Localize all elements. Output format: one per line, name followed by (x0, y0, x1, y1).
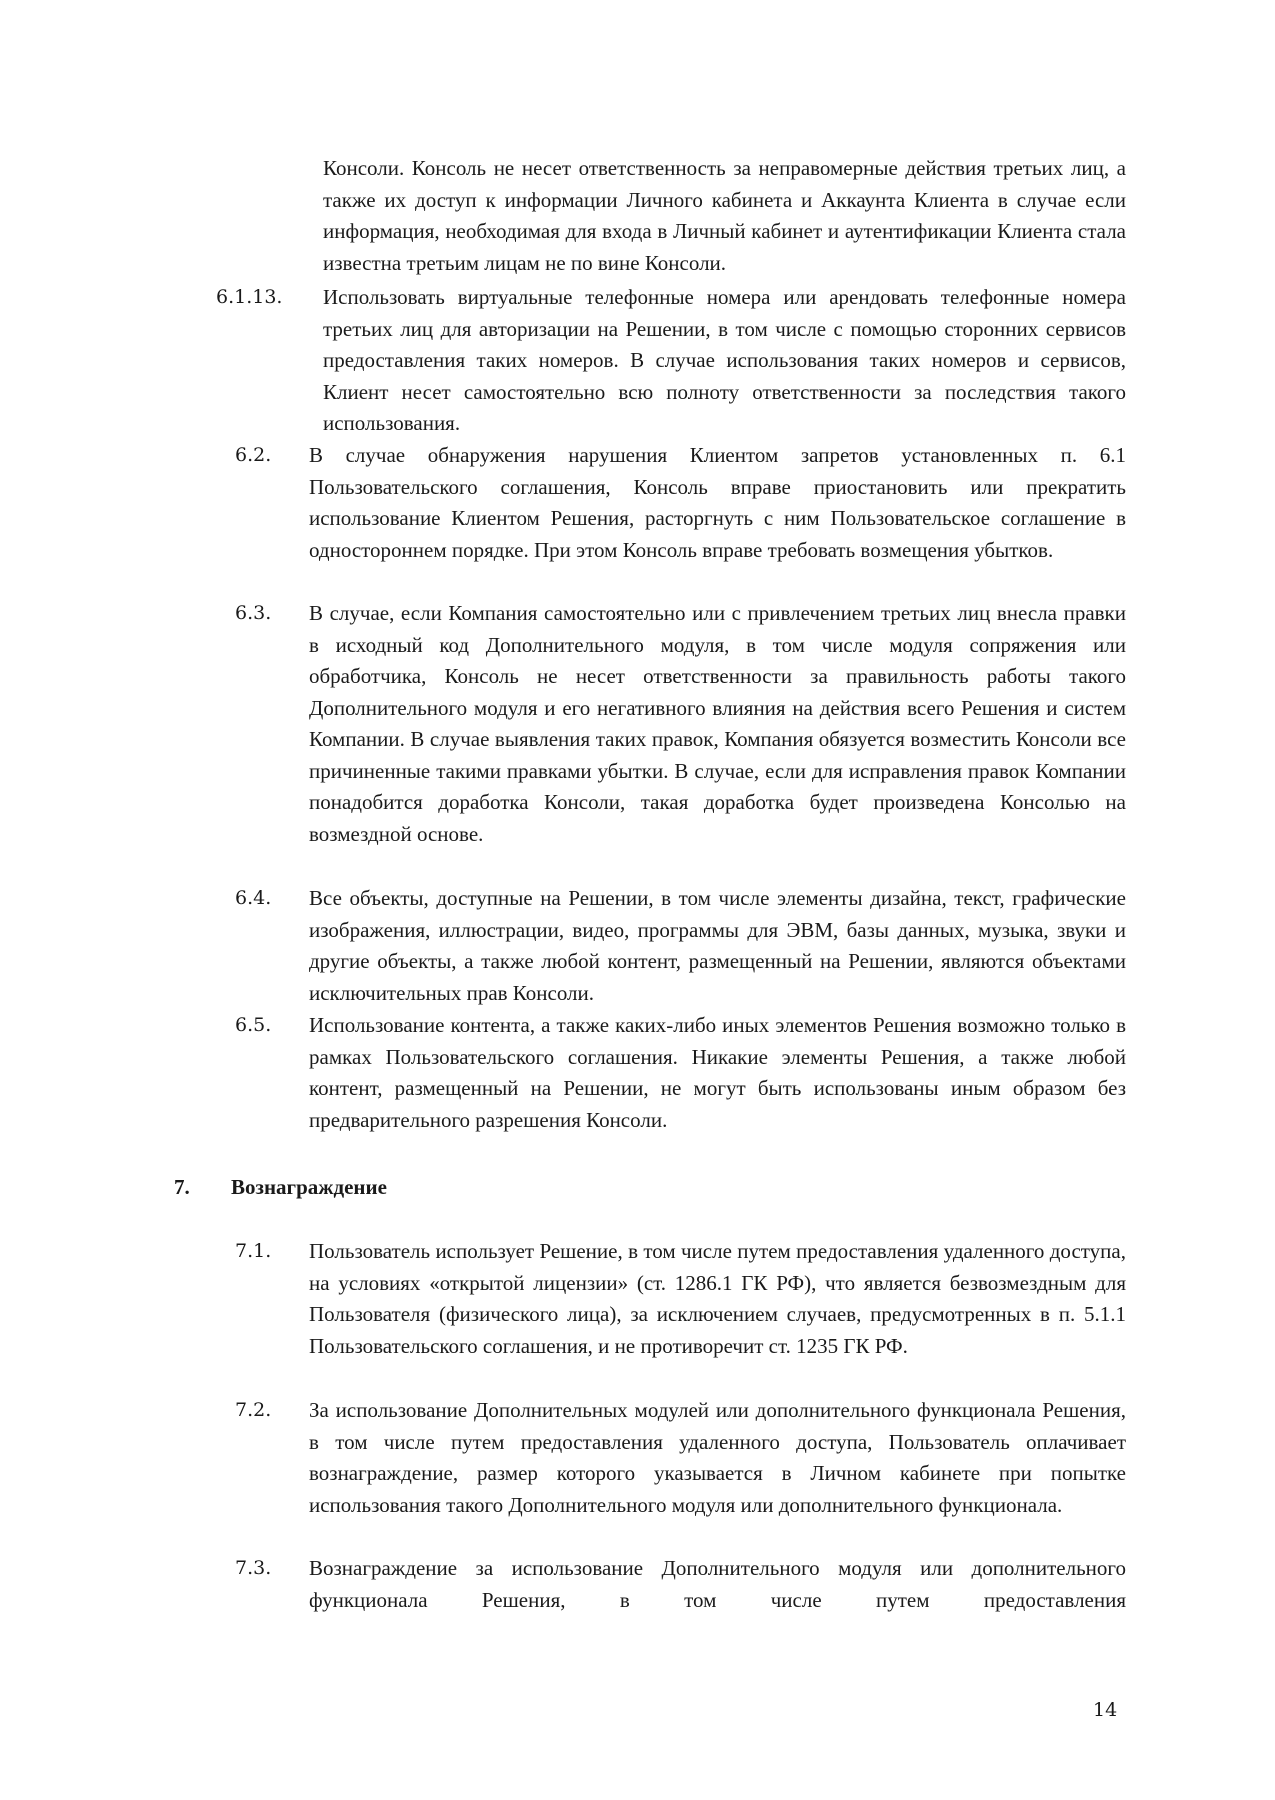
item-number: 6.2. (235, 444, 272, 466)
item-text: Все объекты, доступные на Решении, в том числе элементы дизайна, текст, графические изображения, иллюстрации, видео, программы для ЭВМ, базы данных, музыка, звуки и другие объекты, а также любой контент, размещенный на Решении, являются объектами исключительных прав Консоли. (309, 886, 1126, 1005)
section-item-text: Вознаграждение за использование Дополнительного модуля или дополнительного функционала Решения, в том числе путем предоставления (309, 1556, 1126, 1612)
item-text: Использовать виртуальные телефонные номера или арендовать телефонные номера третьих лиц для авторизации на Решении, в том числе с помощью сторонних сервисов предоставления таких номеров. В случае использования таких номеров и сервисов, Клиент несет самостоятельно всю полноту ответственности за последствия такого использования. (323, 285, 1126, 435)
item-text: В случае обнаружения нарушения Клиентом запретов установленных п. 6.1 Пользовательского соглашения, Консоль вправе приостановить или прекратить использование Клиентом Решения, расторгнуть с ним Пользовательское соглашение в одностороннем порядке. При этом Консоль вправе требовать возмещения убытков. (309, 443, 1126, 562)
item-text: Использование контента, а также каких-либо иных элементов Решения возможно только в рамках Пользовательского соглашения. Никакие элементы Решения, а также любой контент, размещенный на Решении, не могут быть использованы иным образом без предварительного разрешения Консоли. (309, 1013, 1126, 1132)
section-number: 7. (174, 1175, 190, 1199)
item-number: 6.4. (235, 887, 272, 909)
item-number: 6.1.13. (216, 286, 283, 308)
item-text: В случае, если Компания самостоятельно или с привлечением третьих лиц внесла правки в исходный код Дополнительного модуля, в том числе модуля сопряжения или обработчика, Консоль не несет ответственности за правильность работы такого Дополнительного модуля и его негативного влияния на действия всего Решения и систем Компании. В случае выявления таких правок, Компания обязуется возместить Консоли все причиненные такими правками убытки. В случае, если для исправления правок Компании понадобится доработка Консоли, такая доработка будет произведена Консолью на возмездной основе. (309, 601, 1126, 846)
item-number: 6.5. (235, 1014, 272, 1036)
section-title: Вознаграждение (231, 1175, 387, 1199)
page-number: 14 (1093, 1699, 1118, 1721)
section-item-number: 7.1. (235, 1240, 272, 1262)
continuation-paragraph: Консоли. Консоль не несет ответственность за неправомерные действия третьих лиц, а также их доступ к информации Личного кабинета и Аккаунта Клиента в случае если информация, необходимая для входа в Личный кабинет и аутентификации Клиента стала известна третьим лицам не по вине Консоли. (323, 156, 1126, 275)
section-item-number: 7.3. (235, 1557, 272, 1579)
section-item-number: 7.2. (235, 1399, 272, 1421)
section-item-text: За использование Дополнительных модулей или дополнительного функционала Решения, в том числе путем предоставления удаленного доступа, Пользователь оплачивает вознаграждение, размер которого указывается в Личном кабинете при попытке использования такого Дополнительного модуля или дополнительного функционала. (309, 1398, 1126, 1517)
section-item-text: Пользователь использует Решение, в том числе путем предоставления удаленного доступа, на условиях «открытой лицензии» (ст. 1286.1 ГК РФ), что является безвозмездным для Пользователя (физического лица), за исключением случаев, предусмотренных в п. 5.1.1 Пользовательского соглашения, и не противоречит ст. 1235 ГК РФ. (309, 1239, 1126, 1358)
item-number: 6.3. (235, 602, 272, 624)
